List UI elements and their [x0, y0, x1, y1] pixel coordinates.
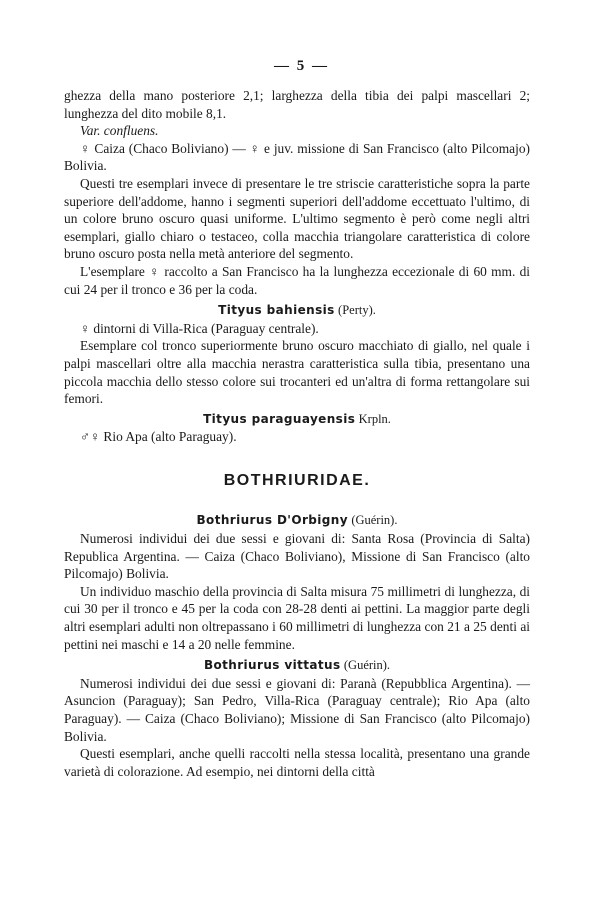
paragraph: ♂♀ Rio Apa (alto Paraguay).: [80, 429, 237, 445]
species-name: Tityus paraguayensis: [203, 411, 356, 426]
family-heading: BOTHRIURIDAE.: [223, 471, 371, 489]
species-author: (Perty).: [338, 303, 376, 318]
variety-label: Var. confluens.: [80, 123, 159, 139]
paragraph: Questi tre esemplari invece di presentare le tre striscie caratteristiche sopra la parte superiore dell'addome, hanno i segmenti superiori dell'addome eccettuato l'ultimo, di un colore bruno oscuro quasi uniforme. L'ultimo segmento è però come negli altri esemplari, giallo chiaro o testaceo, colla macchia triangolare caratteristica di colore bruno oscuro posta nella metà anteriore del segmento.: [64, 175, 530, 262]
page-body: [64, 87, 530, 780]
paragraph: Numerosi individui dei due sessi e giovani di: Paranà (Repubblica Argentina). — Asuncion (Paraguay); San Pedro, Villa-Rica (Paraguay centrale); Rio Apa (alto Paraguay). — Caiza (Chaco Boliviano); Missione di San Francisco (alto Pilcomajo) Bolivia.: [64, 675, 530, 744]
page-number: — 5 —: [274, 58, 329, 74]
paragraph: Questi esemplari, anche quelli raccolti nella stessa località, presentano una grande varietà di colorazione. Ad esempio, nei dintorni della città: [64, 746, 530, 779]
paragraph: Numerosi individui dei due sessi e giovani di: Santa Rosa (Provincia di Salta) Republica Argentina. — Caiza (Chaco Boliviano), Missione di San Francisco (alto Pilcomajo) Bolivia.: [64, 531, 530, 582]
paragraph: Esemplare col tronco superiormente bruno oscuro macchiato di giallo, nel quale i palpi mascellari oltre alla macchia nerastra caratteristica sulla tibia, presentano una piccola macchia dello stesso colore sui trocanteri ed un'altra di forma rettangolare sui femori.: [64, 338, 530, 407]
paragraph: ghezza della mano posteriore 2,1; larghezza della tibia dei palpi mascellari 2; lunghezza del dito mobile 8,1.: [64, 88, 530, 121]
paragraph: Un individuo maschio della provincia di Salta misura 75 millimetri di lunghezza, di cui 30 per il tronco e 45 per la coda con 28-28 denti ai pettini. La maggior parte degli altri esemplari adulti non oltrepassano i 60 millimetri di lunghezza con 21 a 25 denti ai pettini nei maschi e 14 a 20 nelle femmine.: [64, 583, 530, 652]
species-author: Krpln.: [358, 411, 391, 426]
species-author: (Guérin).: [343, 658, 391, 673]
species-name: Bothriurus vittatus: [203, 658, 341, 673]
species-heading: [64, 301, 530, 320]
species-name: Tityus bahiensis: [218, 303, 335, 318]
species-heading: [64, 511, 530, 530]
species-heading: [64, 656, 530, 675]
paragraph: L'esemplare ♀ raccolto a San Francisco ha la lunghezza eccezionale di 60 mm. di cui 24 per il tronco e 36 per la coda.: [64, 263, 530, 297]
species-heading: [64, 410, 530, 429]
paragraph: ♀ dintorni di Villa-Rica (Paraguay centrale).: [80, 320, 319, 336]
species-name: Bothriurus D'Orbigny: [196, 513, 348, 528]
species-author: (Guérin).: [351, 513, 398, 528]
paragraph: ♀ Caiza (Chaco Boliviano) — ♀ e juv. missione di San Francisco (alto Pilcomajo) Bolivia.: [64, 140, 530, 174]
